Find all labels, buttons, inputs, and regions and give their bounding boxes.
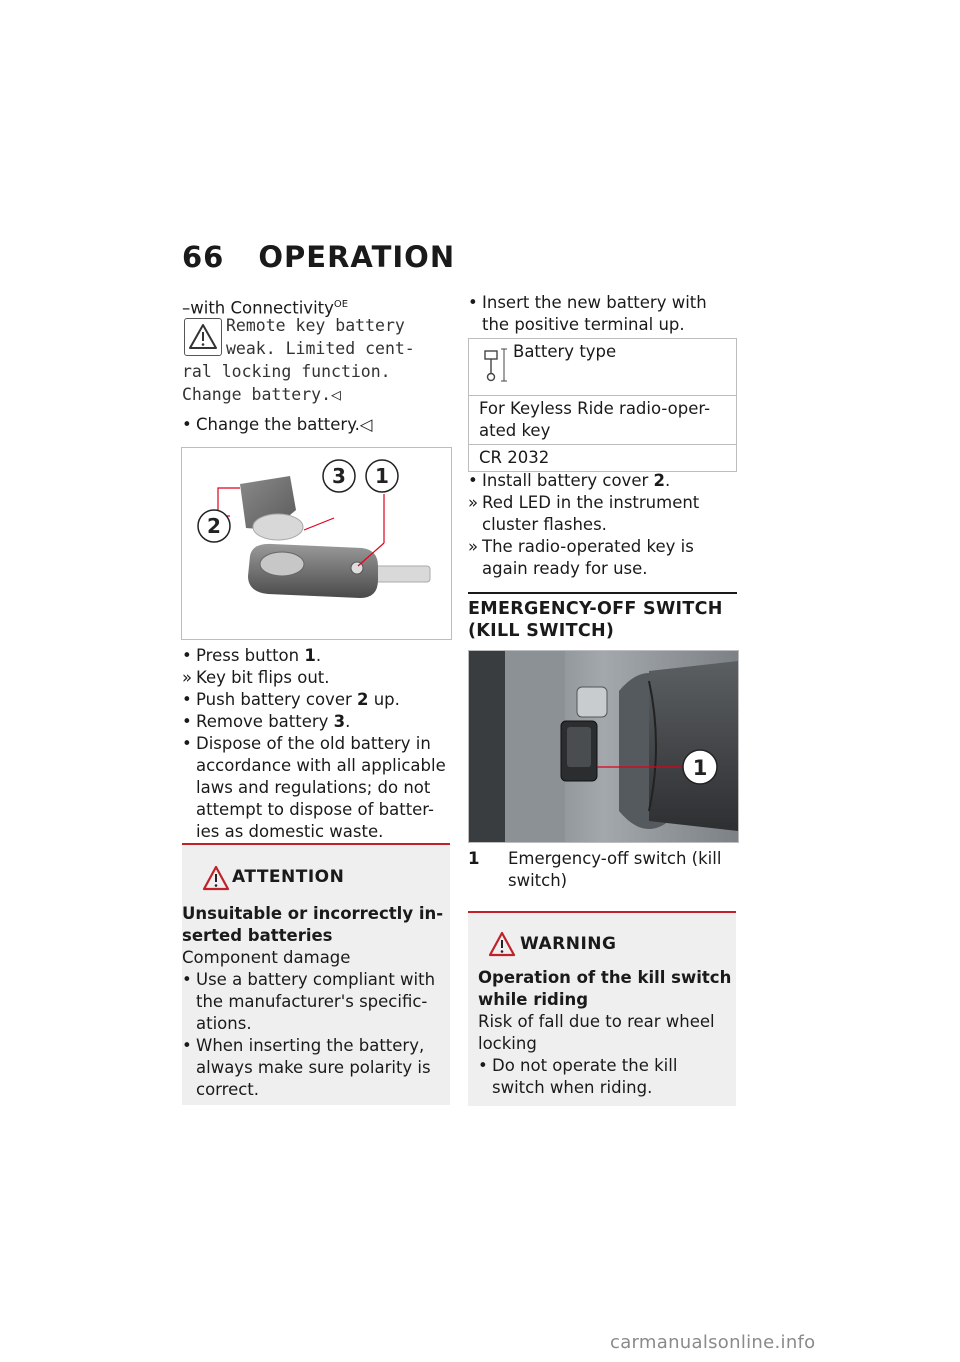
list-item: • Push battery cover 2 up. [182, 690, 400, 709]
battery-size-icon [479, 345, 509, 391]
attention-consequence: Component damage [182, 948, 351, 967]
battery-type-label: Battery type [513, 342, 617, 361]
battery-type-value: CR 2032 [469, 445, 737, 472]
svg-text:1: 1 [692, 756, 708, 780]
callout-2 [198, 510, 230, 542]
legend-text: Emergency-off switch (kill [508, 849, 722, 868]
warning-icon [488, 931, 516, 961]
list-item: • When inserting the battery, [182, 1036, 425, 1055]
list-item: • Do not operate the kill [478, 1056, 678, 1075]
svg-text:2: 2 [207, 514, 221, 538]
section-rule [468, 592, 737, 594]
warning-triangle-icon [184, 318, 222, 356]
warning-heading: Operation of the kill switch [478, 968, 732, 987]
warning-notice: WARNING Operation of the kill switch while riding Risk of fall due to rear wheel locking • Do not operate the kill switch when riding. [468, 911, 736, 1106]
page-number: 66 [182, 240, 225, 274]
change-battery-step: • Change the battery.◁ [182, 415, 373, 434]
display-message-line-1: Remote key battery [226, 316, 405, 335]
left-step-list: • Press button 1. » Key bit flips out. • Push battery cover 2 up. • Remove battery 3. • Dispose of the old battery in accordance with all applicable laws and regulations; do not attempt to dispose of batter- ies as domestic waste. [182, 645, 452, 843]
oe-superscript: OE [333, 299, 349, 310]
connectivity-line: –with Connectivity$^{OE}$ [182, 298, 349, 318]
kill-switch-figure [468, 650, 739, 843]
section-title: EMERGENCY-OFF SWITCH (KILL SWITCH) [468, 599, 723, 641]
list-item: • Install battery cover 2. [468, 471, 671, 490]
page-header [182, 240, 455, 274]
battery-type-table: Battery type For Keyless Ride radio-oper- ated key CR 2032 [468, 338, 737, 472]
list-item: » Key bit flips out. [182, 668, 330, 687]
signal-word: WARNING [520, 934, 617, 954]
display-message-line-2: weak. Limited cent- [226, 339, 415, 358]
warning-consequence: Risk of fall due to rear wheel [478, 1012, 715, 1031]
legend-number: 1 [468, 849, 480, 868]
list-item: » Red LED in the instrument [468, 493, 700, 512]
list-item: • Press button 1. [182, 646, 322, 665]
page-title: OPERATION [258, 240, 456, 274]
svg-text:1: 1 [375, 464, 389, 488]
list-item: • Dispose of the old battery in [182, 734, 431, 753]
callout-1 [366, 460, 398, 492]
list-item: • Remove battery 3. [182, 712, 351, 731]
list-item: » The radio-operated key is [468, 537, 694, 556]
list-item: • Use a battery compliant with [182, 970, 436, 989]
display-message-line-3: ral locking function. [182, 362, 391, 381]
attention-notice: ATTENTION Unsuitable or incorrectly in- serted batteries Component damage • Use a battery compliant with the manufacturer's specific- ations. • When inserting the battery, always make sure polarity is correct. [182, 843, 450, 1105]
svg-text:3: 3 [332, 464, 346, 488]
display-message-line-4: Change battery.◁ [182, 385, 341, 404]
watermark: carmanualsonline.info [610, 1332, 816, 1353]
attention-triangle-icon [202, 865, 230, 895]
callout-1 [683, 750, 717, 784]
key-battery-figure [181, 447, 452, 640]
insert-battery-step: • Insert the new battery with the positive terminal up. [468, 293, 707, 334]
signal-word: ATTENTION [232, 867, 345, 887]
attention-heading: Unsuitable or incorrectly in- [182, 904, 444, 923]
figure-legend: 1 Emergency-off switch (kill switch) [468, 848, 740, 892]
battery-type-desc: For Keyless Ride radio-oper- [479, 399, 711, 418]
right-step-list: • Install battery cover 2. » Red LED in the instrument cluster flashes. » The radio-operated key is again ready for use. [468, 470, 740, 580]
coin-battery [253, 514, 303, 540]
callout-3 [323, 460, 355, 492]
